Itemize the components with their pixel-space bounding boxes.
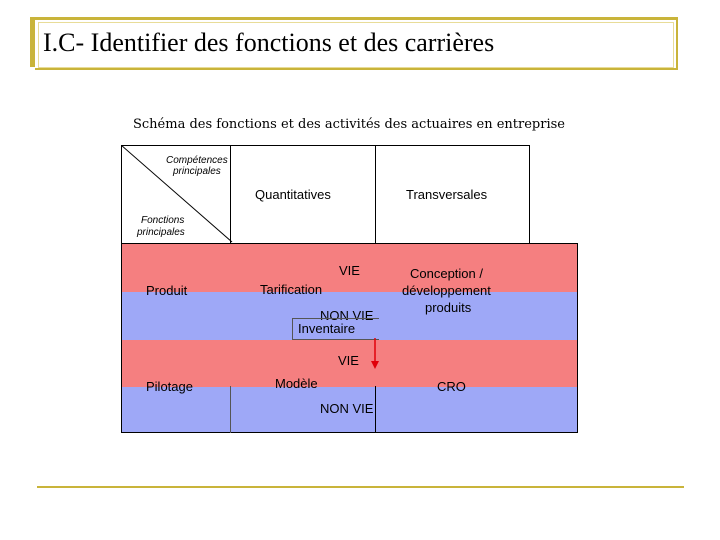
grid-column-divider-header: [375, 145, 376, 243]
column-header-quantitatives: Quantitatives: [255, 187, 331, 202]
corner-top-line1: Compétences: [166, 155, 228, 166]
corner-bottom-line2: principales: [137, 227, 185, 238]
diagram-subtitle: Schéma des fonctions et des activités des actuaires en entreprise: [133, 117, 565, 132]
corner-top-line2: principales: [173, 166, 221, 177]
footer-rule: [37, 486, 684, 488]
grid-right-line: [577, 243, 578, 433]
title-frame-top-bar: [30, 17, 678, 20]
produit-activity-tarification: Tarification: [260, 282, 323, 297]
grid-header-line: [121, 243, 577, 244]
grid-right-line-header: [529, 145, 530, 243]
corner-bottom-line1: Fonctions: [141, 215, 185, 226]
grid-label-divider-bottom: [230, 386, 231, 433]
produit-transversal-line1: Conception /: [410, 266, 483, 281]
produit-activity-inventaire: Inventaire: [298, 321, 356, 336]
down-arrow-icon: [369, 338, 381, 370]
produit-non-vie-label: NON VIE: [320, 308, 374, 323]
grid-column-divider-bottom: [375, 386, 376, 433]
produit-vie-label: VIE: [339, 263, 360, 278]
title-frame-left-bar: [30, 17, 35, 67]
pilotage-vie-label: VIE: [338, 353, 359, 368]
row-label-pilotage: Pilotage: [146, 379, 193, 394]
slide-title: I.C- Identifier des fonctions et des carrières: [43, 28, 495, 57]
produit-transversal-line2: développement: [402, 283, 491, 298]
pilotage-activity-modele: Modèle: [275, 376, 318, 391]
pilotage-non-vie-label: NON VIE: [320, 401, 374, 416]
produit-transversal-line3: produits: [425, 300, 472, 315]
column-header-transversales: Transversales: [406, 187, 488, 202]
grid-bottom-line: [121, 432, 578, 433]
pilotage-transversal-cro: CRO: [437, 379, 466, 394]
row-label-produit: Produit: [146, 283, 188, 298]
